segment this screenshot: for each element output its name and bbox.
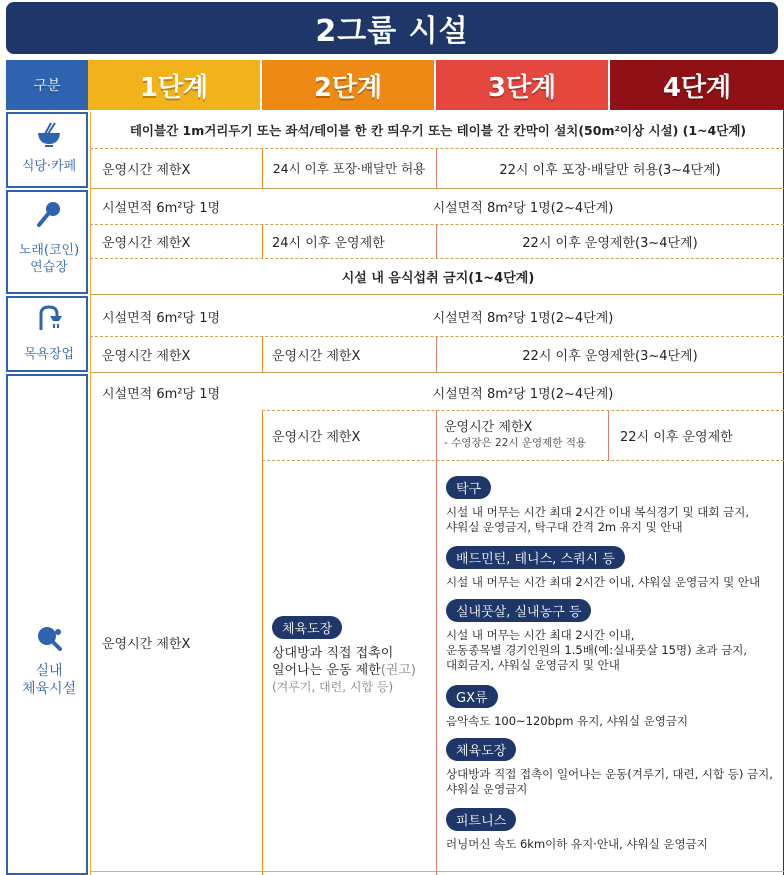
sports-item-name: GX류 <box>446 685 498 708</box>
sports-row2-stage3-note: - 수영장은 22시 운영제한 적용 <box>444 437 587 449</box>
sports-item-name: 배드민턴, 테니스, 스쿼시 등 <box>446 546 625 569</box>
bathhouse-row2-stage34: 22시 이후 운영제한(3~4단계) <box>522 348 698 364</box>
row-divider <box>90 372 784 373</box>
row-divider <box>90 294 784 295</box>
sports-stage1: 운영시간 제한X <box>102 637 191 652</box>
sports-item-name: 피트니스 <box>446 808 516 831</box>
sports-item-line: 운동종목별 경기인원의 1.5배(예:실내풋살 15명) 초과 금지, <box>446 643 747 657</box>
restaurant-row2-stage34: 22시 이후 포장·배달만 허용(3~4단계) <box>499 162 721 178</box>
sports-stage2-block <box>272 616 434 696</box>
sports-row2-stage3 <box>444 416 608 458</box>
sports-item-fitness <box>446 808 782 858</box>
header-stage-2: 2단계 <box>262 60 434 110</box>
sports-item-futsal <box>446 599 782 685</box>
karaoke-row1-stage1: 시설면적 6m²당 1명 <box>102 200 221 216</box>
page-title: 2그룹 시설 <box>6 2 778 54</box>
sports-row2-stage4: 22시 이후 운영제한 <box>620 429 733 445</box>
row-divider <box>262 460 784 461</box>
sports-stage2-pill: 체육도장 <box>272 616 342 639</box>
noodle-bowl-icon <box>35 120 63 148</box>
bathhouse-row2-stage2: 운영시간 제한X <box>272 348 361 364</box>
bottom-edge <box>90 871 784 875</box>
sports-item-line: 시설 내 머무는 시간 최대 2시간 이내, <box>446 628 635 642</box>
sports-row2-stage2: 운영시간 제한X <box>272 429 361 445</box>
category-label-karaoke: 노래(코인) 연습장 <box>18 243 80 275</box>
sports-item-gx <box>446 685 782 738</box>
stage2-border-r2 <box>262 224 263 258</box>
sports-item-line: 샤워실 운영금지, 탁구대 간격 2m 유지 및 안내 <box>446 520 683 534</box>
restaurant-row2-stage2: 24시 이후 포장·배달만 허용 <box>272 161 426 176</box>
sports-item-name: 체육도장 <box>446 738 516 761</box>
sports-item-taekwondo <box>446 738 782 808</box>
category-label-bathhouse: 목욕장업 <box>23 347 75 362</box>
bathhouse-row1-stage1: 시설면적 6m²당 1명 <box>102 310 221 326</box>
sports-item-name: 탁구 <box>446 476 491 499</box>
restaurant-row1: 테이블간 1m거리두기 또는 좌석/테이블 한 칸 띄우기 또는 테이블 간 칸막이 설치(50m²이상 시설) (1~4단계) <box>129 123 747 138</box>
microphone-icon <box>35 200 63 228</box>
sports-stage2-text2: 일어나는 운동 제한 <box>272 663 381 678</box>
stage2-border-r4 <box>262 410 263 875</box>
header-stage-3: 3단계 <box>436 60 608 110</box>
shower-icon <box>35 304 63 332</box>
karaoke-row2-stage34: 22시 이후 운영제한(3~4단계) <box>522 235 698 251</box>
bathhouse-row1-stage24: 시설면적 8m²당 1명(2~4단계) <box>432 310 614 326</box>
restaurant-row2-stage1: 운영시간 제한X <box>102 162 191 178</box>
sports-row2-stage3-text: 운영시간 제한X <box>444 420 533 435</box>
bathhouse-row2-stage1: 운영시간 제한X <box>102 348 191 364</box>
sports-stage2-text1: 상대방과 직접 접촉이 <box>272 646 394 661</box>
karaoke-row2-stage2: 24시 이후 운영제한 <box>272 235 385 251</box>
sports-item-line: 시설 내 머무는 시간 최대 2시간 이내 복식경기 및 대회 금지, <box>446 505 750 519</box>
sports-row1-stage1: 시설면적 6m²당 1명 <box>102 386 221 402</box>
header-stage-4: 4단계 <box>610 60 784 110</box>
sports-stage2-text3: (겨루기, 대련, 시합 등) <box>272 680 394 694</box>
karaoke-row1-stage24: 시설면적 8m²당 1명(2~4단계) <box>432 200 614 216</box>
stage4-border-r4 <box>608 410 609 460</box>
stage3-border-r4 <box>436 410 437 875</box>
ping-pong-icon <box>35 624 63 652</box>
sports-item-line: 시설 내 머무는 시간 최대 2시간 이내, 샤워실 운영금지 및 안내 <box>446 575 761 589</box>
karaoke-row3: 시설 내 음식섭취 금지(1~4단계) <box>341 270 535 286</box>
sports-item-line: 음악속도 100~120bpm 유지, 샤워실 운영금지 <box>446 714 689 728</box>
category-indoor-sports <box>6 374 88 875</box>
sports-item-line: 샤워실 운영금지 <box>446 782 528 796</box>
sports-item-line: 상대방과 직접 접촉이 일어나는 운동(겨루기, 대련, 시합 등) 금지, <box>446 767 773 781</box>
sports-stage2-text2-note: (권고) <box>380 663 416 678</box>
karaoke-row2-stage1: 운영시간 제한X <box>102 235 191 251</box>
sports-item-name: 실내풋살, 실내농구 등 <box>446 599 591 622</box>
sports-row1-stage24: 시설면적 8m²당 1명(2~4단계) <box>432 386 614 402</box>
stage2-border-r3 <box>262 336 263 372</box>
sports-item-line: 러닝머신 속도 6km이하 유지·안내, 샤워실 운영금지 <box>446 837 708 851</box>
category-karaoke <box>6 190 88 294</box>
category-label-indoor-sports: 실내 체육시설 <box>21 663 77 697</box>
sports-item-badminton <box>446 546 782 599</box>
category-bathhouse <box>6 296 88 372</box>
header-stage-1: 1단계 <box>88 60 260 110</box>
sports-detail-list <box>446 476 782 858</box>
header-category: 구분 <box>6 60 88 110</box>
sports-item-line: 대회금지, 샤워실 운영금지 및 안내 <box>446 658 620 672</box>
category-label-restaurant: 식당·카페 <box>21 159 77 174</box>
stage1-left-border <box>90 112 91 875</box>
sports-item-table-tennis <box>446 476 782 546</box>
category-restaurant <box>6 112 88 188</box>
